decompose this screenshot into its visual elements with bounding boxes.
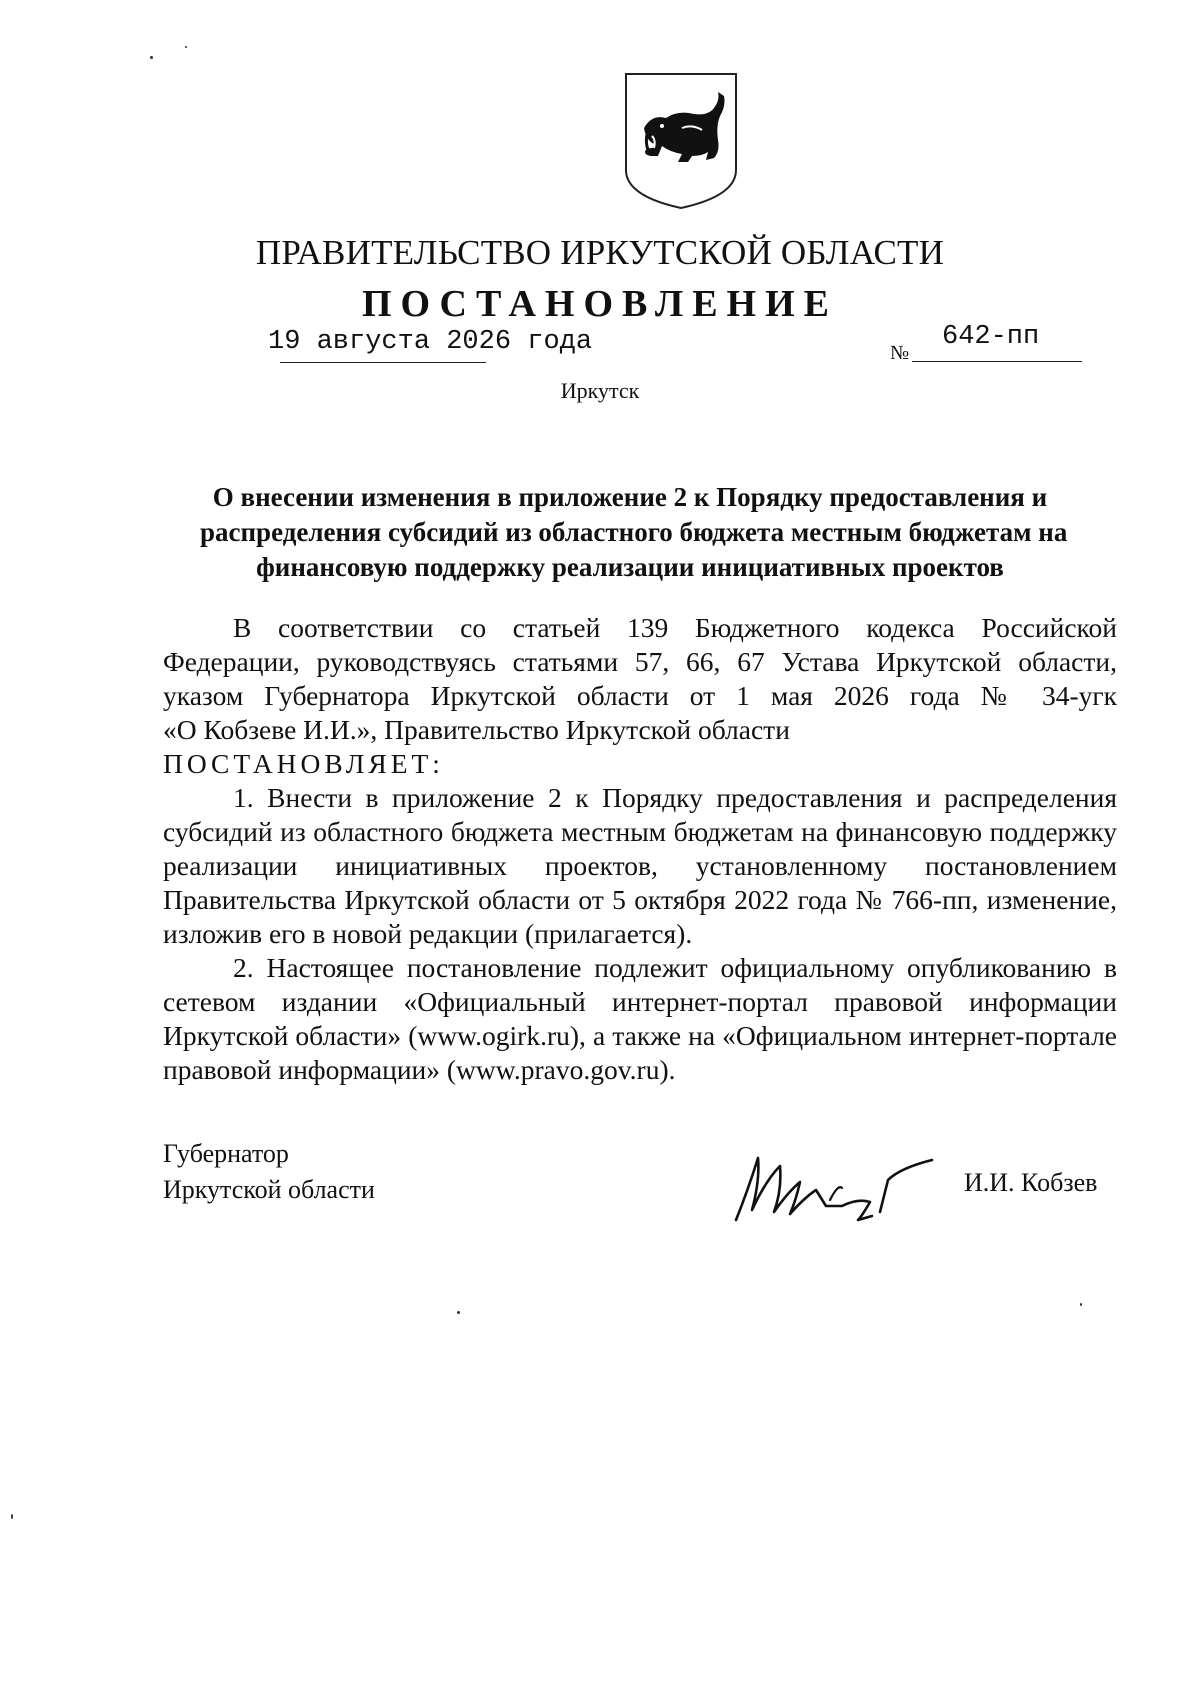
item-2-line: сетевом издании «Официальный интернет-портал правовой информации bbox=[163, 986, 1117, 1017]
item-2-line: Иркутской области» (www.ogirk.ru), а также на «Официальном интернет-портале bbox=[163, 1020, 1117, 1051]
item-1-paragraph bbox=[163, 781, 1117, 951]
handwritten-signature bbox=[730, 1140, 940, 1230]
document-number: 642-пп bbox=[942, 322, 1040, 352]
document-type: ПОСТАНОВЛЕНИЕ bbox=[361, 283, 839, 325]
preamble-line: указом Губернатора Иркутской области от 1 мая 2026 года № 34-угк bbox=[163, 680, 1117, 711]
number-underline bbox=[912, 361, 1082, 362]
title-line: О внесении изменения в приложение 2 к Порядку предоставления и bbox=[212, 482, 1048, 512]
document-title bbox=[200, 480, 1068, 585]
document-body bbox=[163, 611, 1117, 1087]
signatory-position bbox=[163, 1136, 375, 1208]
scan-speck bbox=[1080, 1303, 1082, 1306]
item-2-line: правовой информации» (www.pravo.gov.ru). bbox=[163, 1054, 676, 1085]
signatory-name: И.И. Кобзев bbox=[964, 1168, 1098, 1197]
scan-speck bbox=[11, 1514, 13, 1519]
item-1-line: 1. Внести в приложение 2 к Порядку предоставления и распределения bbox=[233, 782, 1117, 813]
item-1-line: Правительства Иркутской области от 5 октября 2022 года № 766-пп, изменение, bbox=[163, 884, 1117, 915]
city-name: Иркутск bbox=[560, 378, 640, 403]
government-name: ПРАВИТЕЛЬСТВО ИРКУТСКОЙ ОБЛАСТИ bbox=[255, 233, 945, 272]
scan-speck bbox=[457, 1311, 460, 1314]
preamble-line: В соответствии со статьей 139 Бюджетного кодекса Российской bbox=[233, 612, 1117, 643]
coat-of-arms-emblem bbox=[622, 70, 740, 212]
signatory-position-line: Иркутской области bbox=[163, 1175, 375, 1204]
preamble-paragraph bbox=[163, 611, 1117, 747]
scan-speck bbox=[150, 56, 153, 59]
item-2-line: 2. Настоящее постановление подлежит официальному опубликованию в bbox=[233, 952, 1117, 983]
number-sign: № bbox=[890, 342, 910, 364]
item-1-line: изложив его в новой редакции (прилагается). bbox=[163, 918, 693, 949]
signatory-position-line: Губернатор bbox=[163, 1139, 289, 1168]
item-2-paragraph bbox=[163, 951, 1117, 1087]
title-line: распределения субсидий из областного бюджета местным бюджетам на bbox=[200, 517, 1068, 547]
decree-word: ПОСТАНОВЛЯЕТ: bbox=[163, 748, 444, 779]
title-line: финансовую поддержку реализации инициативных проектов bbox=[256, 552, 1004, 582]
preamble-line: «О Кобзеве И.И.», Правительство Иркутской области bbox=[163, 714, 790, 745]
date-underline bbox=[280, 362, 486, 363]
item-1-line: реализации инициативных проектов, установленному постановлением bbox=[163, 850, 1117, 881]
scan-speck bbox=[185, 46, 187, 48]
preamble-line: Федерации, руководствуясь статьями 57, 66, 67 Устава Иркутской области, bbox=[163, 646, 1117, 677]
document-date: 19 августа 2026 года bbox=[268, 327, 593, 357]
item-1-line: субсидий из областного бюджета местным бюджетам на финансовую поддержку bbox=[163, 816, 1117, 847]
